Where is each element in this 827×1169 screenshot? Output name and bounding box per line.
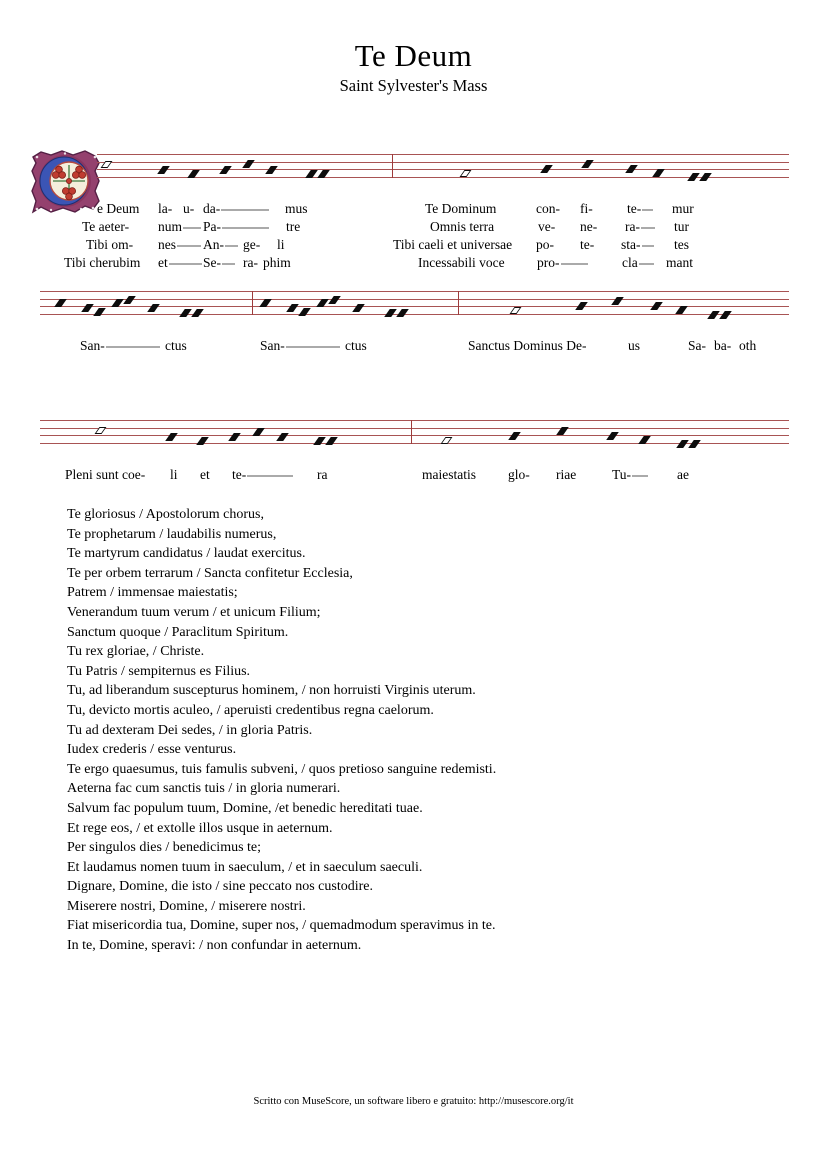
lyric-syllable: maiestatis — [422, 467, 476, 482]
lyric-syllable: te- — [580, 237, 595, 252]
lyric-syllable: te- — [627, 201, 653, 216]
hymn-line: Te ergo quaesumus, tuis famulis subveni, / quos pretioso sanguine redemisti. — [67, 761, 497, 777]
lyric-extender-line — [286, 347, 340, 348]
lyric-syllable: Se- — [203, 255, 235, 270]
lyric-syllable: mant — [666, 255, 693, 270]
hymn-line: Sanctum quoque / Paraclitum Spiritum. — [67, 624, 289, 640]
lyric-syllable: ge- — [243, 237, 261, 252]
lyric-extender-line — [169, 264, 202, 265]
hymn-line: Te gloriosus / Apostolorum chorus, — [67, 507, 264, 522]
lyric-syllable: con- — [536, 201, 560, 216]
lyric-syllable: tre — [286, 219, 301, 234]
lyric-syllable: fi- — [580, 201, 593, 216]
hymn-line: Patrem / immensae maiestatis; — [67, 585, 238, 601]
lyric-syllable: e Deum — [97, 201, 140, 216]
lyric-syllable: phim — [263, 255, 291, 270]
lyric-syllable: da- — [203, 201, 269, 216]
lyric-syllable: ctus — [345, 338, 367, 353]
hymn-line: Tu rex gloriae, / Christe. — [67, 644, 205, 660]
lyric-syllable: cla — [622, 255, 654, 270]
hymn-line: Tu ad dexteram Dei sedes, / in gloria Patris. — [67, 722, 313, 738]
lyric-extender-line — [222, 264, 235, 265]
score-subtitle: Saint Sylvester's Mass — [339, 76, 488, 95]
lyric-syllable: us — [628, 338, 641, 353]
lyric-syllable: oth — [739, 338, 757, 353]
hymn-line: In te, Domine, speravi: / non confundar in aeternum. — [67, 938, 362, 954]
hymn-line: Per singulos dies / benedicimus te; — [67, 840, 262, 856]
lyric-syllable: sta- — [621, 237, 654, 252]
lyric-syllable: tes — [674, 237, 689, 252]
hymn-line: Venerandum tuum verum / et unicum Filium; — [67, 604, 321, 620]
hymn-line: Iudex crederis / esse venturus. — [67, 742, 237, 758]
lyric-syllable: et — [158, 255, 202, 270]
hymn-line: Tu Patris / sempiternus es Filius. — [67, 663, 251, 679]
hymn-line: Et rege eos, / et extolle illos usque in aeternum. — [67, 820, 333, 836]
lyric-syllable: nes — [158, 237, 201, 252]
lyric-syllable: mur — [672, 201, 694, 216]
lyric-syllable: et — [200, 467, 210, 482]
lyric-syllable: Te aeter- — [82, 219, 130, 234]
lyric-syllable: Pa- — [203, 219, 269, 234]
hymn-line: Dignare, Domine, die isto / sine peccato nos custodire. — [67, 879, 373, 895]
lyric-syllable: te- — [232, 467, 293, 482]
lyric-syllable: mus — [285, 201, 308, 216]
hymn-line: Tu, devicto mortis aculeo, / aperuisti credentibus regna caelorum. — [67, 702, 434, 718]
lyric-syllable: Tibi om- — [86, 237, 134, 252]
lyric-syllable: Sa- — [688, 338, 706, 353]
lyric-extender-line — [221, 210, 269, 211]
lyric-extender-line — [183, 228, 201, 229]
lyric-syllable: Tibi caeli et universae — [393, 237, 513, 252]
hymn-text — [67, 505, 496, 956]
hymn-line: Salvum fac populum tuum, Domine, /et benedic hereditati tuae. — [67, 800, 423, 816]
lyric-extender-line — [177, 246, 201, 247]
hymn-line: Et laudamus nomen tuum in saeculum, / et in saeculum saeculi. — [67, 859, 423, 875]
lyric-syllable: Incessabili voce — [418, 255, 505, 270]
footer-credit: Scritto con MuseScore, un software libero e gratuito: http://musescore.org/it — [253, 1096, 574, 1107]
lyric-syllable: ae — [677, 467, 689, 482]
hymn-line: Te per orbem terrarum / Sancta confitetur Ecclesia, — [67, 565, 353, 581]
lyric-syllable: San- — [80, 338, 160, 353]
lyric-syllable: li — [170, 467, 178, 482]
lyric-syllable: Tu- — [612, 467, 648, 482]
lyric-extender-line — [222, 228, 269, 229]
hymn-line: Te martyrum candidatus / laudat exercitus. — [67, 546, 306, 562]
lyric-syllable: ra- — [625, 219, 655, 234]
lyric-syllable: Tibi cherubim — [64, 255, 141, 270]
lyric-syllable: San- — [260, 338, 340, 353]
lyric-syllable: riae — [556, 467, 577, 482]
lyric-syllable: ra — [317, 467, 328, 482]
hymn-line: Fiat misericordia tua, Domine, super nos, / quemadmodum speravimus in te. — [67, 918, 496, 934]
lyric-syllable: pro- — [537, 255, 588, 270]
lyric-extender-line — [641, 228, 655, 229]
lyric-syllable: Sanctus Dominus De- — [468, 338, 587, 353]
lyric-syllable: Pleni sunt coe- — [65, 467, 146, 482]
hymn-line: Tu, ad liberandum suscepturus hominem, / non horruisti Virginis uterum. — [67, 683, 476, 699]
lyric-syllable: glo- — [508, 467, 530, 482]
lyric-syllable: ne- — [580, 219, 598, 234]
hymn-line: Te prophetarum / laudabilis numerus, — [67, 526, 277, 542]
lyric-syllable: tur — [674, 219, 689, 234]
lyric-extender-line — [106, 347, 160, 348]
hymn-line: Miserere nostri, Domine, / miserere nostri. — [67, 898, 306, 914]
lyric-syllable: la- — [158, 201, 173, 216]
lyric-syllable: ctus — [165, 338, 187, 353]
lyric-extender-line — [642, 210, 653, 211]
lyric-syllable: An- — [203, 237, 238, 252]
lyric-extender-line — [632, 476, 648, 477]
lyric-extender-line — [225, 246, 238, 247]
lyric-syllable: ba- — [714, 338, 732, 353]
hymn-line: Aeterna fac cum sanctis tuis / in gloria numerari. — [67, 781, 341, 797]
lyric-extender-line — [639, 264, 654, 265]
lyric-extender-line — [561, 264, 588, 265]
score-title: Te Deum — [354, 38, 473, 73]
lyric-extender-line — [247, 476, 293, 477]
lyric-syllable: Omnis terra — [430, 219, 495, 234]
lyric-syllable: u- — [183, 201, 195, 216]
lyric-extender-line — [642, 246, 654, 247]
lyric-syllable: num — [158, 219, 201, 234]
lyric-syllable: ve- — [538, 219, 556, 234]
lyrics-layer — [0, 0, 827, 500]
lyric-syllable: li — [277, 237, 285, 252]
lyric-syllable: po- — [536, 237, 554, 252]
lyric-syllable: ra- — [243, 255, 258, 270]
lyric-syllable: Te Dominum — [425, 201, 497, 216]
